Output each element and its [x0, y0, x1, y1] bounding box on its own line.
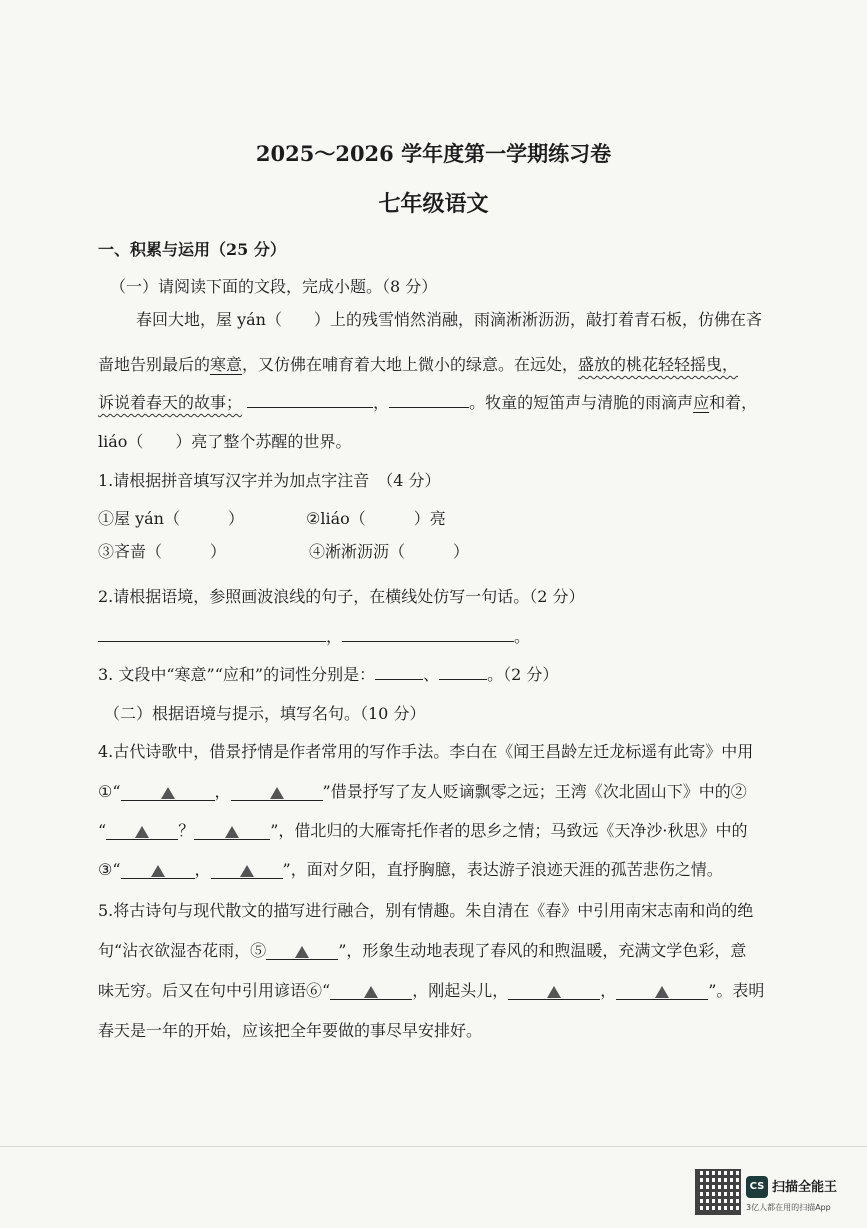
fill-blank-3b[interactable]	[211, 862, 283, 879]
comma: ，	[600, 981, 617, 1000]
dotted-word-ying: 应	[693, 393, 710, 412]
question-1-option-4[interactable]: ④淅淅沥沥（ ）	[309, 542, 470, 561]
question-5-line-2	[98, 938, 746, 961]
fill-blank-6c[interactable]	[616, 983, 708, 1000]
footer-divider	[0, 1146, 867, 1147]
question-5-line-1: 5.将古诗句与现代散文的描写进行融合，别有情趣。朱自清在《春》中引用南宋志南和尚的绝	[98, 901, 754, 920]
passage-text: ，又仿佛在哺育着大地上微小的绿意。在远处，	[242, 355, 579, 374]
answer-blank-1[interactable]	[98, 625, 326, 642]
question-2-stem: 2.请根据语境，参照画波浪线的句子，在横线处仿写一句话。（2 分）	[98, 587, 585, 606]
fill-blank-1a[interactable]	[121, 784, 215, 801]
triangle-icon	[364, 986, 378, 998]
answer-blank-2[interactable]	[342, 625, 514, 642]
q4-text: ①“	[98, 782, 121, 801]
triangle-icon	[151, 865, 165, 877]
comma: ，	[326, 627, 343, 646]
question-5-line-3	[98, 978, 764, 1001]
triangle-icon	[655, 986, 669, 998]
fill-blank-3a[interactable]	[121, 862, 195, 879]
triangle-icon	[225, 826, 239, 838]
page-title: 2025～2026 学年度第一学期练习卷	[255, 141, 612, 166]
passage-text: 和着，	[709, 393, 758, 412]
question-1-option-2[interactable]: ②liáo（ ）亮	[306, 509, 446, 528]
question-3-stem: 3. 文段中“寒意”“应和”的词性分别是：	[98, 665, 376, 684]
triangle-icon	[161, 787, 175, 799]
part1-heading: （一）请阅读下面的文段，完成小题。（8 分）	[110, 277, 438, 296]
passage-line-1: 春回大地，屋 yán（ ）上的残雪悄然消融，雨滴淅淅沥沥，敲打着青石板，仿佛在吝	[136, 310, 762, 329]
answer-blank-3a[interactable]	[375, 663, 423, 680]
triangle-icon	[295, 946, 309, 958]
camscanner-logo-icon: CS	[746, 1176, 768, 1198]
wavy-sentence-b: 诉说着春天的故事；	[98, 393, 243, 412]
question-3-points: 。（2 分）	[487, 665, 559, 684]
answer-blank-3b[interactable]	[439, 663, 487, 680]
triangle-icon	[135, 826, 149, 838]
question-3	[98, 662, 558, 685]
comma: ，	[214, 782, 231, 801]
q5-text: ”。表明	[708, 981, 765, 1000]
separator: 、	[423, 665, 440, 684]
question-1-option-1[interactable]: ①屋 yán（ ）	[98, 509, 244, 528]
qr-code-icon	[695, 1169, 741, 1215]
fill-blank-2b[interactable]	[194, 823, 270, 840]
passage-text: 啬地告别最后的	[98, 355, 211, 374]
footer-brand: 扫描全能王	[772, 1180, 838, 1195]
triangle-icon	[240, 865, 254, 877]
question-4-line-1: 4.古代诗歌中，借景抒情是作者常用的写作手法。李白在《闻王昌龄左迁龙标遥有此寄》中用	[98, 742, 754, 761]
question-5-line-4: 春天是一年的开始，应该把全年要做的事尽早安排好。	[98, 1021, 483, 1040]
part2-heading: （二）根据语境与提示，填写名句。（10 分）	[104, 704, 426, 723]
fill-blank-5[interactable]	[266, 943, 338, 960]
fill-blank-6a[interactable]	[330, 983, 412, 1000]
period: 。	[514, 627, 531, 646]
section-heading: 一、积累与运用（25 分）	[98, 240, 286, 259]
triangle-icon	[547, 986, 561, 998]
passage-line-2	[98, 352, 738, 375]
comma: ，	[373, 393, 390, 412]
wavy-sentence-a: 盛放的桃花轻轻摇曳，	[578, 355, 739, 374]
imitation-blank-1[interactable]	[247, 391, 373, 408]
triangle-icon	[270, 787, 284, 799]
dotted-word-hanyi: 寒意	[210, 355, 243, 374]
q4-text: “	[98, 821, 107, 840]
q4-text: ”借景抒写了友人贬谪飘零之远；王湾《次北固山下》中的②	[322, 782, 747, 801]
question-1-stem: 1.请根据拼音填写汉字并为加点字注音 （4 分）	[98, 471, 441, 490]
q5-text: ，刚起头儿，	[412, 981, 509, 1000]
q4-text: ”，借北归的大雁寄托作者的思乡之情；马致远《天净沙·秋思》中的	[270, 821, 748, 840]
passage-line-4: liáo（ ）亮了整个苏醒的世界。	[98, 432, 352, 451]
question-4-line-4	[98, 857, 723, 880]
footer-tagline: 3亿人都在用的扫描App	[746, 1203, 831, 1212]
question-1-option-3[interactable]: ③吝啬（ ）	[98, 542, 227, 561]
fill-blank-6b[interactable]	[508, 983, 600, 1000]
page-subtitle: 七年级语文	[378, 191, 489, 217]
q4-text: ③“	[98, 860, 121, 879]
passage-line-3	[98, 390, 757, 413]
question-4-line-2	[98, 779, 747, 802]
fill-blank-2a[interactable]	[106, 823, 178, 840]
question-4-line-3	[98, 818, 747, 841]
imitation-blank-2[interactable]	[389, 391, 469, 408]
q5-text: 句“沾衣欲湿杏花雨，⑤	[98, 941, 267, 960]
q5-text: ”，形象生动地表现了春风的和煦温暖，充满文学色彩，意	[338, 941, 747, 960]
q4-text: ”，面对夕阳，直抒胸臆，表达游子浪迹天涯的孤苦悲伤之情。	[282, 860, 723, 879]
q5-text: 味无穷。后又在句中引用谚语⑥“	[98, 981, 331, 1000]
question-2-answer-line	[98, 624, 530, 647]
comma: ，	[194, 860, 211, 879]
question-mark: ？	[178, 821, 195, 840]
passage-text: 。牧童的短笛声与清脆的雨滴声	[469, 393, 694, 412]
fill-blank-1b[interactable]	[231, 784, 323, 801]
